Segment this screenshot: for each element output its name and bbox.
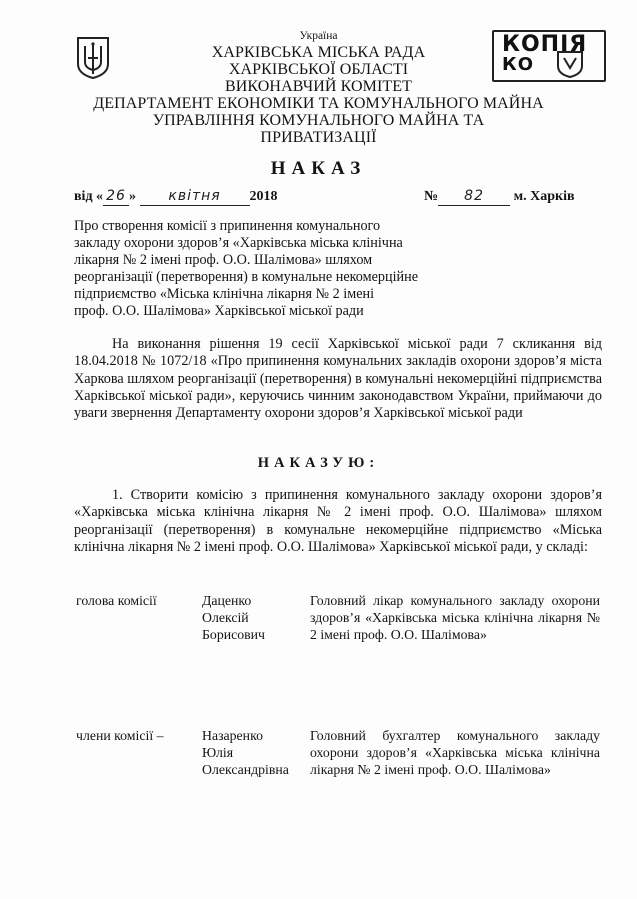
document-title: НАКАЗ xyxy=(270,158,367,179)
members-label: члени комісії – xyxy=(76,728,164,743)
subject-line: проф. О.О. Шалімова» Харківської міської ради xyxy=(74,303,364,319)
date-year: 2018 xyxy=(249,189,278,204)
head-role: Головний лікар комунального закладу охорони здоров’я «Харківська міська клінічна лікарня № 2 імені проф. О.О. Шалімова» xyxy=(310,593,600,642)
header-line-department: ДЕПАРТАМЕНТ ЕКОНОМІКИ ТА КОМУНАЛЬНОГО МАЙНА xyxy=(93,95,544,112)
date-close-quote: » xyxy=(129,189,137,204)
order-number xyxy=(424,188,575,206)
subject-line: реорганізації (перетворення) в комунальне некомерційне xyxy=(74,269,419,285)
member-surname: Назаренко xyxy=(202,728,263,743)
member-role: Головний бухгалтер комунального закладу охорони здоров’я «Харківська міська клінічна лікарня № 2 імені проф. О.О. Шалімова» xyxy=(310,728,600,777)
member-patronymic: Олександрівна xyxy=(202,762,289,777)
city-label: м. Харків xyxy=(513,189,575,204)
subject-block xyxy=(74,218,454,320)
order-heading: НАКАЗУЮ: xyxy=(257,455,380,471)
head-first-name: Олексій xyxy=(202,610,249,625)
head-patronymic: Борисович xyxy=(202,627,265,642)
stamp-text: КОПІЯ xyxy=(502,32,588,57)
header-line-exec-committee: ВИКОНАВЧИЙ КОМІТЕТ xyxy=(224,78,413,95)
header-line-privatization: ПРИВАТИЗАЦІЇ xyxy=(260,129,377,146)
number-value: 82 xyxy=(438,188,510,206)
head-surname: Даценко xyxy=(202,593,252,608)
date-month: квітня xyxy=(140,188,250,206)
subject-line: підприємство «Міська клінічна лікарня № 2 імені xyxy=(74,286,375,302)
head-label: голова комісії xyxy=(76,593,157,608)
preamble-text: На виконання рішення 19 сесії Харківської міської ради 7 скликання від 18.04.2018 № 1072/18 «Про припинення комунальних закладів охорони здоров’я міста Харкова шляхом реорганізації (перетворення) в комунальні некомерційні підприємства Харківської міської ради», керуючись чинним законодавством України, приймаючи до уваги звернення Департаменту охорони здоров’я Харківської міської ради xyxy=(74,336,602,422)
date-day: 26 xyxy=(103,188,129,206)
stamp-text-echo: КО xyxy=(502,54,535,75)
subject-line: лікарня № 2 імені проф. О.О. Шалімова» шляхом xyxy=(74,252,373,268)
date-from-label: від « xyxy=(74,189,104,204)
header-line-city-council: ХАРКІВСЬКА МІСЬКА РАДА xyxy=(211,44,426,61)
item-1-text: 1. Створити комісію з припинення комунального закладу охорони здоров’я «Харківська міська клінічна лікарня № 2 імені проф. О.О. Шалімова» шляхом реорганізації (перетворення) в комунальне некомерційне підприємство «Міська клінічна лікарня № 2 імені проф. О.О. Шалімова» Харківської міської ради, у складі: xyxy=(74,487,602,555)
header-country: Україна xyxy=(299,30,338,42)
header-line-oblast: ХАРКІВСЬКОЇ ОБЛАСТІ xyxy=(228,61,409,78)
member-first-name: Юлія xyxy=(202,745,234,760)
subject-line: закладу охорони здоров’я «Харківська міська клінічна xyxy=(74,235,403,251)
number-label: № xyxy=(424,189,439,204)
header-line-directorate: УПРАВЛІННЯ КОМУНАЛЬНОГО МАЙНА ТА xyxy=(152,112,485,129)
subject-line: Про створення комісії з припинення комунального xyxy=(74,218,381,234)
preamble-paragraph xyxy=(74,336,602,422)
item-1-paragraph xyxy=(74,487,602,556)
